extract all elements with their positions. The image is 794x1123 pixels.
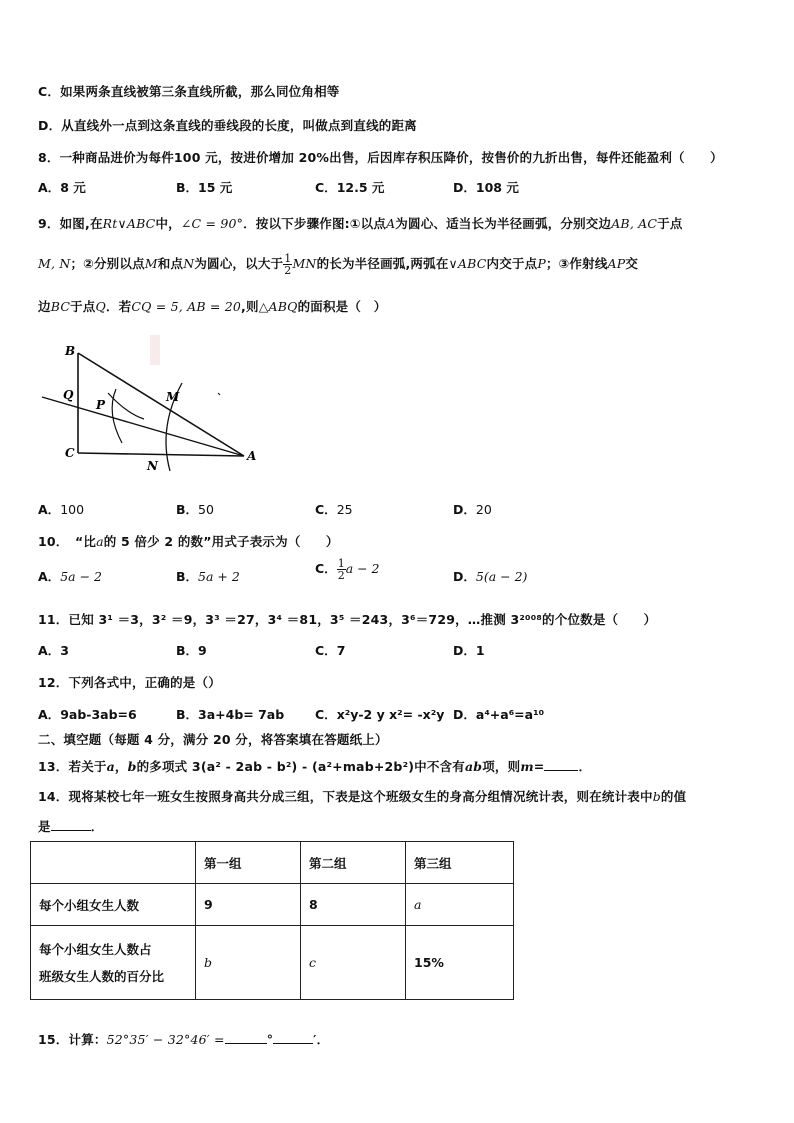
q14-stem-line2: 是 ． — [38, 819, 104, 834]
table-header-row — [31, 842, 514, 884]
q8-option-d: D．108 元 — [453, 180, 519, 195]
q7-option-c: C．如果两条直线被第三条直线所截，那么同位角相等 — [38, 84, 340, 99]
q9-option-d: D．20 — [453, 502, 492, 517]
cell-percent-group3: 15% — [406, 926, 514, 1000]
arc-from-n — [112, 389, 122, 443]
row-label-percent: 每个小组女生人数占 班级女生人数的百分比 — [31, 926, 196, 1000]
scan-smudge — [150, 335, 160, 365]
q15-minute-blank — [273, 1031, 313, 1044]
q11-option-b: B．9 — [176, 643, 207, 658]
table-row — [31, 884, 514, 926]
label-c: C — [65, 446, 75, 460]
q14-answer-blank — [51, 818, 91, 831]
q10-stem: 10． “比a的 5 倍少 2 的数”用式子表示为（ ） — [38, 534, 339, 549]
cell-percent-group2: c — [301, 926, 406, 1000]
q9-option-b: B．50 — [176, 502, 214, 517]
table-header-group3: 第三组 — [406, 842, 514, 884]
label-p: P — [96, 398, 106, 412]
cell-count-group2: 8 — [301, 884, 406, 926]
q8-stem: 8．一种商品进价为每件100 元，按进价增加 20%出售，后因库存积压降价，按售价的九折出售，每件还能盈利（ ） — [38, 150, 723, 165]
q10-option-d: D．5(a − 2) — [453, 569, 528, 584]
tick-mark — [218, 393, 220, 395]
q12-option-c: C．x²y-2 y x²= -x²y — [315, 707, 445, 722]
q9-option-a: A．100 — [38, 502, 85, 517]
q15-degree-blank — [225, 1031, 267, 1044]
q13-stem: 13．若关于a，b的多项式 3(a² - 2ab - b²) - (a²+mab+2b²)中不含有ab项，则m= ． — [38, 759, 592, 774]
label-q: Q — [63, 388, 74, 402]
q9-stem-line2: M, N；②分别以点M和点N为圆心，以大于 $\frac{1}{2}$ MN的长为半径画弧,两弧在∨ABC内交于点P；③作射线AP交 — [38, 252, 639, 277]
q9-stem-line3: 边BC于点Q．若CQ = 5, AB = 20,则△ABQ的面积是（ ） — [38, 299, 387, 314]
fraction-half: $\frac{1}{2}$ — [284, 252, 292, 277]
row-label-count: 每个小组女生人数 — [31, 884, 196, 926]
fraction-half-c: $\frac{1}{2}$ — [337, 557, 345, 582]
q14-statistics-table — [30, 841, 514, 1000]
table-header-group1: 第一组 — [196, 842, 301, 884]
q9-triangle-figure — [30, 335, 270, 480]
q9-stem-line1: 9．如图,在Rt∨ABC中，∠C = 90°．按以下步骤作图:①以点A为圆心、适当长为半径画弧，分别交边AB, AC于点 — [38, 216, 683, 231]
q10-option-b: B．5a + 2 — [176, 569, 240, 584]
q9-option-c: C．25 — [315, 502, 353, 517]
table-header-empty — [31, 842, 196, 884]
q12-option-d: D．a⁴+a⁶=a¹⁰ — [453, 707, 545, 722]
side-ca — [78, 453, 244, 456]
q8-option-b: B．15 元 — [176, 180, 233, 195]
cell-count-group3: a — [406, 884, 514, 926]
cell-percent-group1: b — [196, 926, 301, 1000]
q7-option-d: D．从直线外一点到这条直线的垂线段的长度，叫做点到直线的距离 — [38, 118, 417, 133]
cell-count-group1: 9 — [196, 884, 301, 926]
table-row — [31, 926, 514, 1000]
q12-option-b: B．3a+4b= 7ab — [176, 707, 285, 722]
q10-option-a: A．5a − 2 — [38, 569, 102, 584]
label-m: M — [166, 390, 180, 404]
q8-option-a: A．8 元 — [38, 180, 86, 195]
label-b: B — [65, 344, 76, 358]
q11-option-d: D．1 — [453, 643, 485, 658]
q13-answer-blank — [544, 758, 578, 771]
q11-option-c: C．7 — [315, 643, 346, 658]
label-n: N — [147, 459, 158, 473]
q8-option-c: C．12.5 元 — [315, 180, 385, 195]
section-fill-in-heading: 二、填空题（每题 4 分，满分 20 分，将答案填在答题纸上） — [38, 732, 388, 747]
q10-option-c: C． $\frac{1}{2}$ a − 2 — [315, 557, 380, 582]
label-a: A — [247, 449, 257, 463]
q11-stem: 11．已知 3¹ ＝3，3² ＝9，3³ ＝27，3⁴ ＝81，3⁵ ＝243，3⁶＝729，…推测 3²⁰⁰⁸的个位数是（ ） — [38, 612, 657, 627]
q12-option-a: A．9ab-3ab=6 — [38, 707, 137, 722]
table-header-group2: 第二组 — [301, 842, 406, 884]
q11-option-a: A．3 — [38, 643, 69, 658]
q14-stem-line1: 14．现将某校七年一班女生按照身高共分成三组，下表是这个班级女生的身高分组情况统计表，则在统计表中b的值 — [38, 789, 687, 804]
q15-stem: 15．计算：52°35′ − 32°46′ = ° ′． — [38, 1032, 330, 1047]
q12-stem: 12．下列各式中，正确的是（） — [38, 675, 221, 690]
